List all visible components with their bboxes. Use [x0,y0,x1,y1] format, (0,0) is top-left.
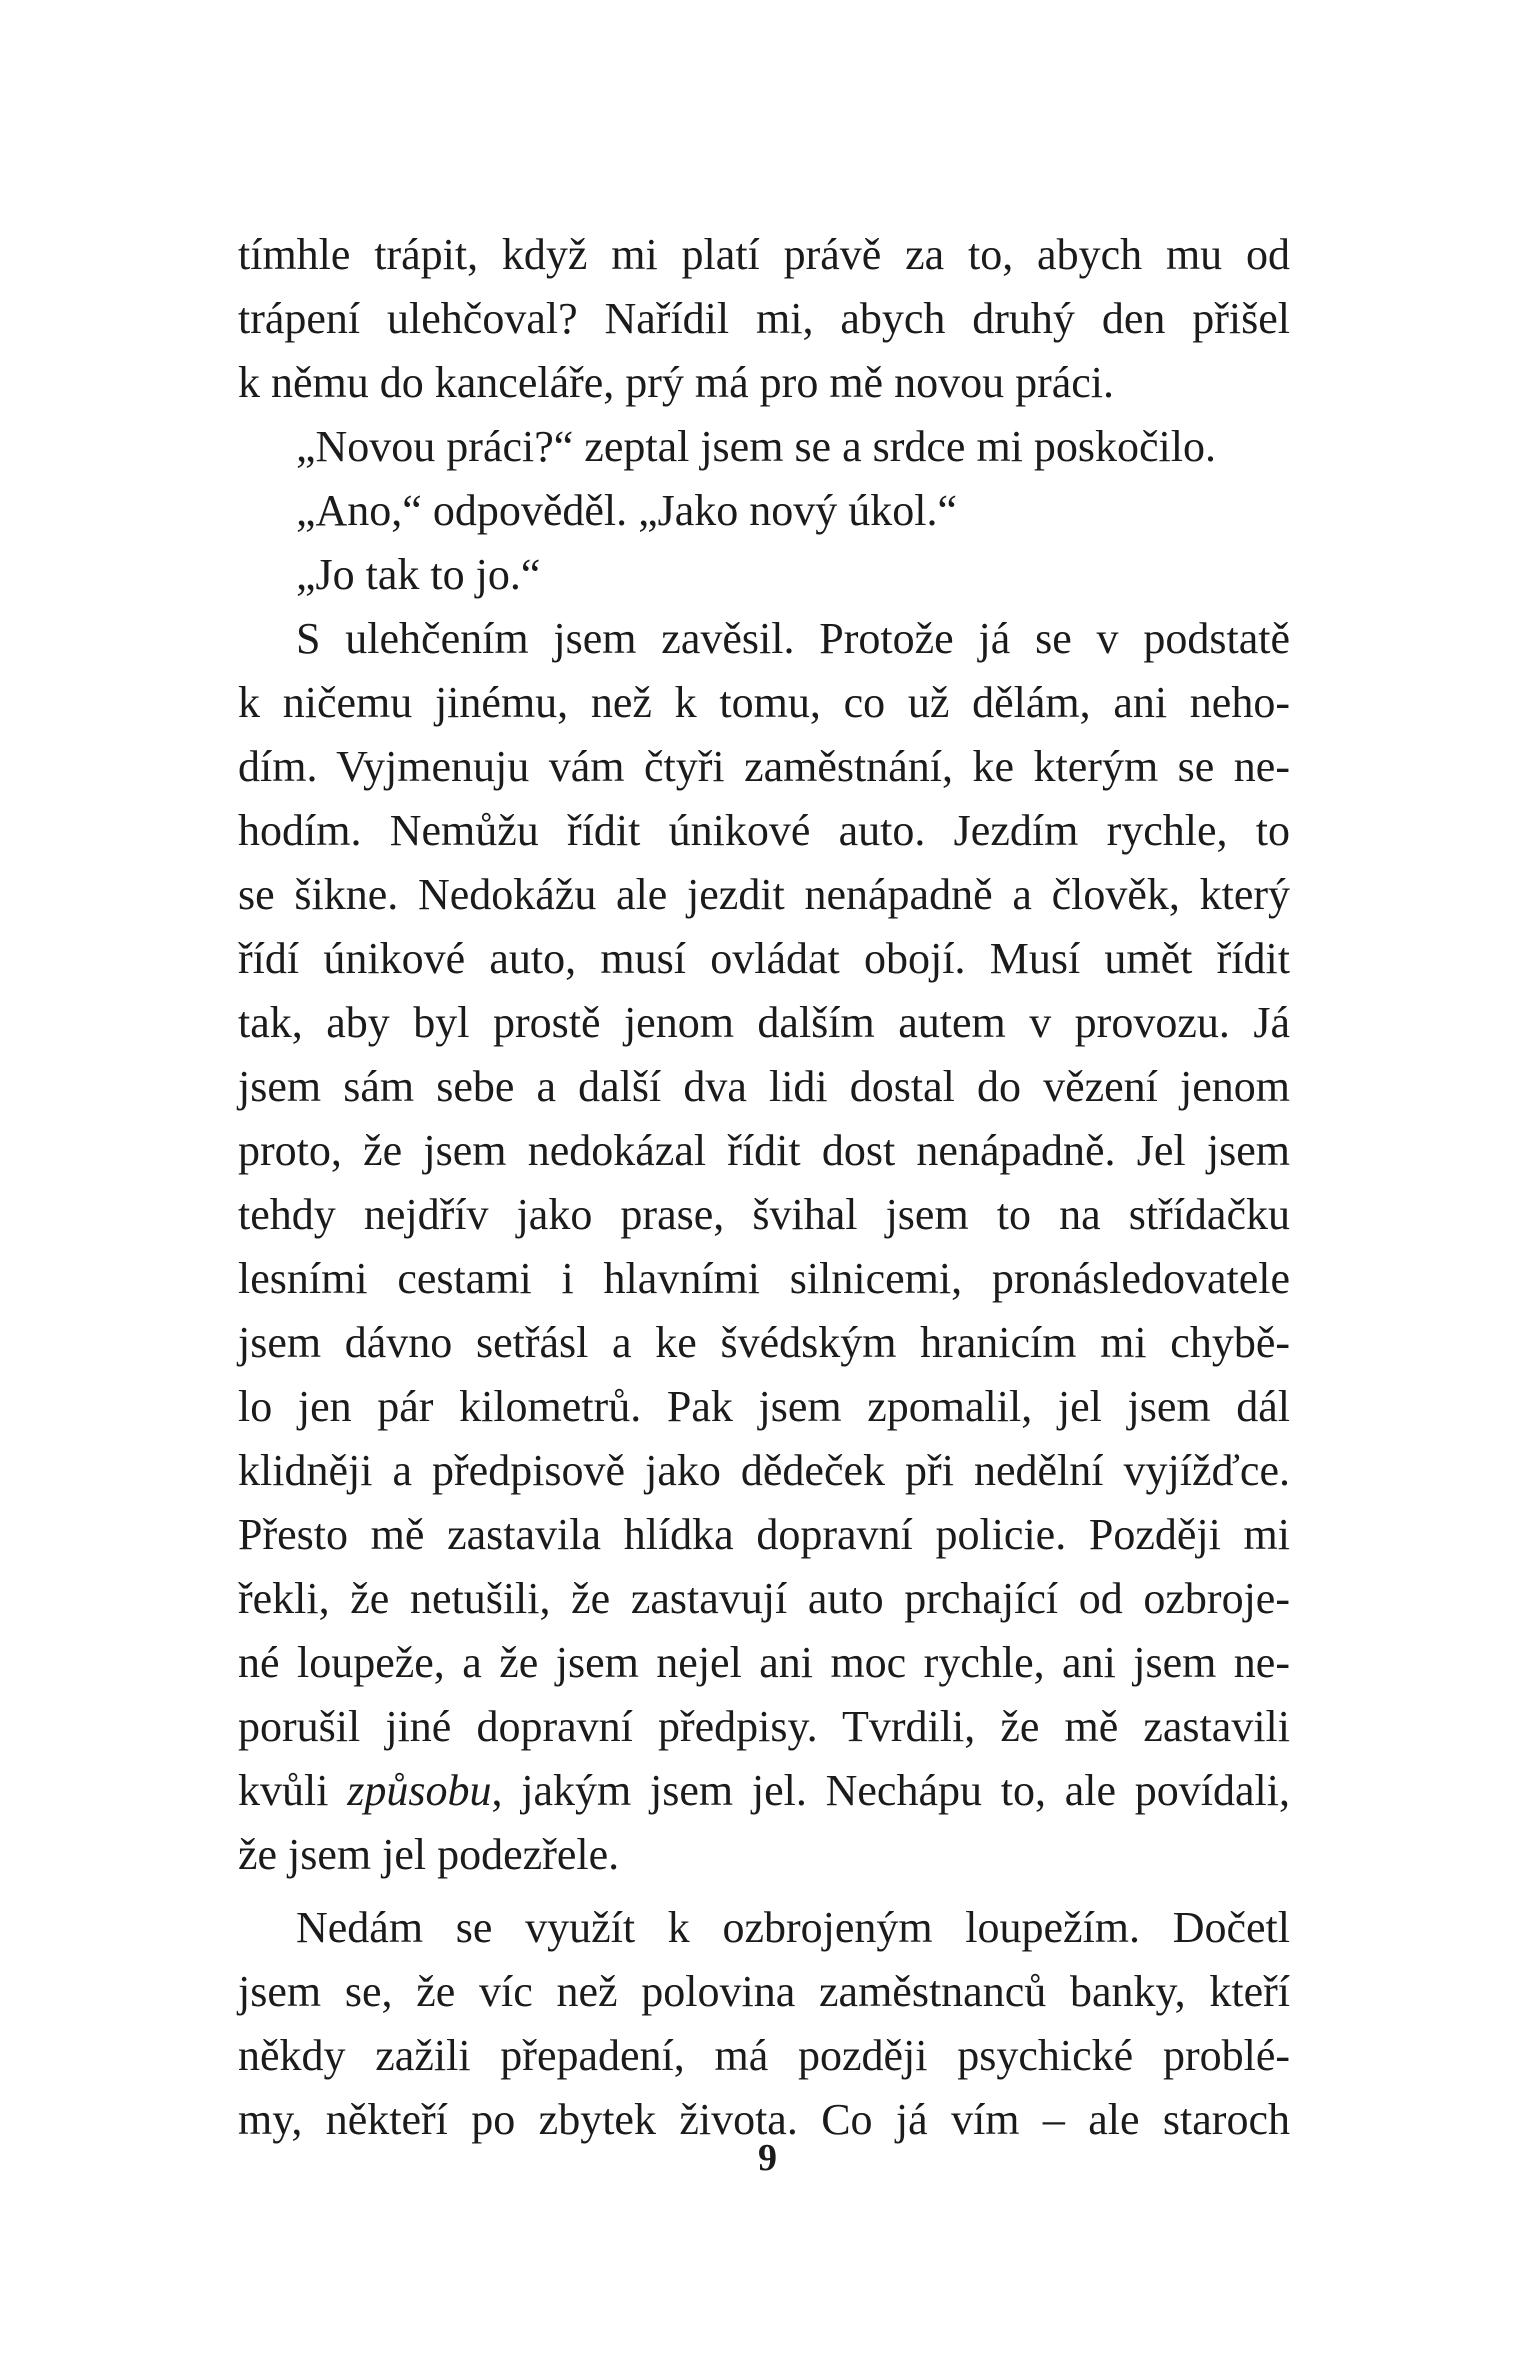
text-line: jsem sám sebe a další dva lidi dostal do vězení jenom [238,1062,1290,1111]
text-line: řídí únikové auto, musí ovládat obojí. Musí umět řídit [238,934,1290,983]
text-line: lesními cestami i hlavními silnicemi, pronásledovatele [238,1254,1290,1303]
text-line: „Jo tak to jo.“ [296,550,541,599]
text-line: někdy zažili přepadení, má později psychické problé- [238,2031,1290,2080]
text-line: k němu do kanceláře, prý má pro mě novou práci. [238,358,1115,407]
text-fragment: , jakým jsem jel. Nechápu to, ale povídali, [491,1766,1290,1815]
text-line: Přesto mě zastavila hlídka dopravní policie. Později mi [238,1510,1290,1559]
text-line: že jsem jel podezřele. [238,1830,620,1879]
text-line-italic [238,1759,1290,1823]
text-fragment: kvůli [238,1766,348,1815]
text-line: Nedám se využít k ozbrojeným loupežím. Dočetl [296,1903,1290,1952]
text-line: klidněji a předpisově jako dědeček při nedělní vyjížďce. [238,1446,1290,1495]
text-line: jsem se, že víc než polovina zaměstnanců banky, kteří [238,1967,1290,2016]
text-line: trápení ulehčoval? Nařídil mi, abych druhý den přišel [238,294,1290,343]
body-text [238,223,1290,2152]
italic-word: způsobu [347,1766,492,1815]
text-line: porušil jiné dopravní předpisy. Tvrdili, že mě zastavili [238,1702,1290,1751]
text-line: né loupeže, a že jsem nejel ani moc rychle, ani jsem ne- [238,1638,1290,1687]
text-line: řekli, že netušili, že zastavují auto prchající od ozbroje- [238,1574,1290,1623]
text-line: se šikne. Nedokážu ale jezdit nenápadně a člověk, který [238,870,1290,919]
text-line: jsem dávno setřásl a ke švédským hranicím mi chybě- [238,1318,1290,1367]
text-line: proto, že jsem nedokázal řídit dost nenápadně. Jel jsem [238,1126,1290,1175]
text-line: k ničemu jinému, než k tomu, co už dělám, ani neho- [238,678,1290,727]
text-line: hodím. Nemůžu řídit únikové auto. Jezdím rychle, to [238,806,1290,855]
text-line: „Ano,“ odpověděl. „Jako nový úkol.“ [296,486,958,535]
text-line: my, někteří po zbytek života. Co já vím – ale staroch [238,2095,1290,2144]
text-line: tak, aby byl prostě jenom dalším autem v provozu. Já [238,998,1290,1047]
text-line: dím. Vyjmenuju vám čtyři zaměstnání, ke kterým se ne- [238,742,1290,791]
page-number: 9 [758,2137,777,2179]
text-line: S ulehčením jsem zavěsil. Protože já se v podstatě [296,614,1290,663]
text-line: „Novou práci?“ zeptal jsem se a srdce mi poskočilo. [296,422,1217,471]
text-line: tehdy nejdřív jako prase, švihal jsem to na střídačku [238,1190,1290,1239]
text-line: tímhle trápit, když mi platí právě za to, abych mu od [238,230,1290,279]
text-line: lo jen pár kilometrů. Pak jsem zpomalil, jel jsem dál [238,1382,1290,1431]
